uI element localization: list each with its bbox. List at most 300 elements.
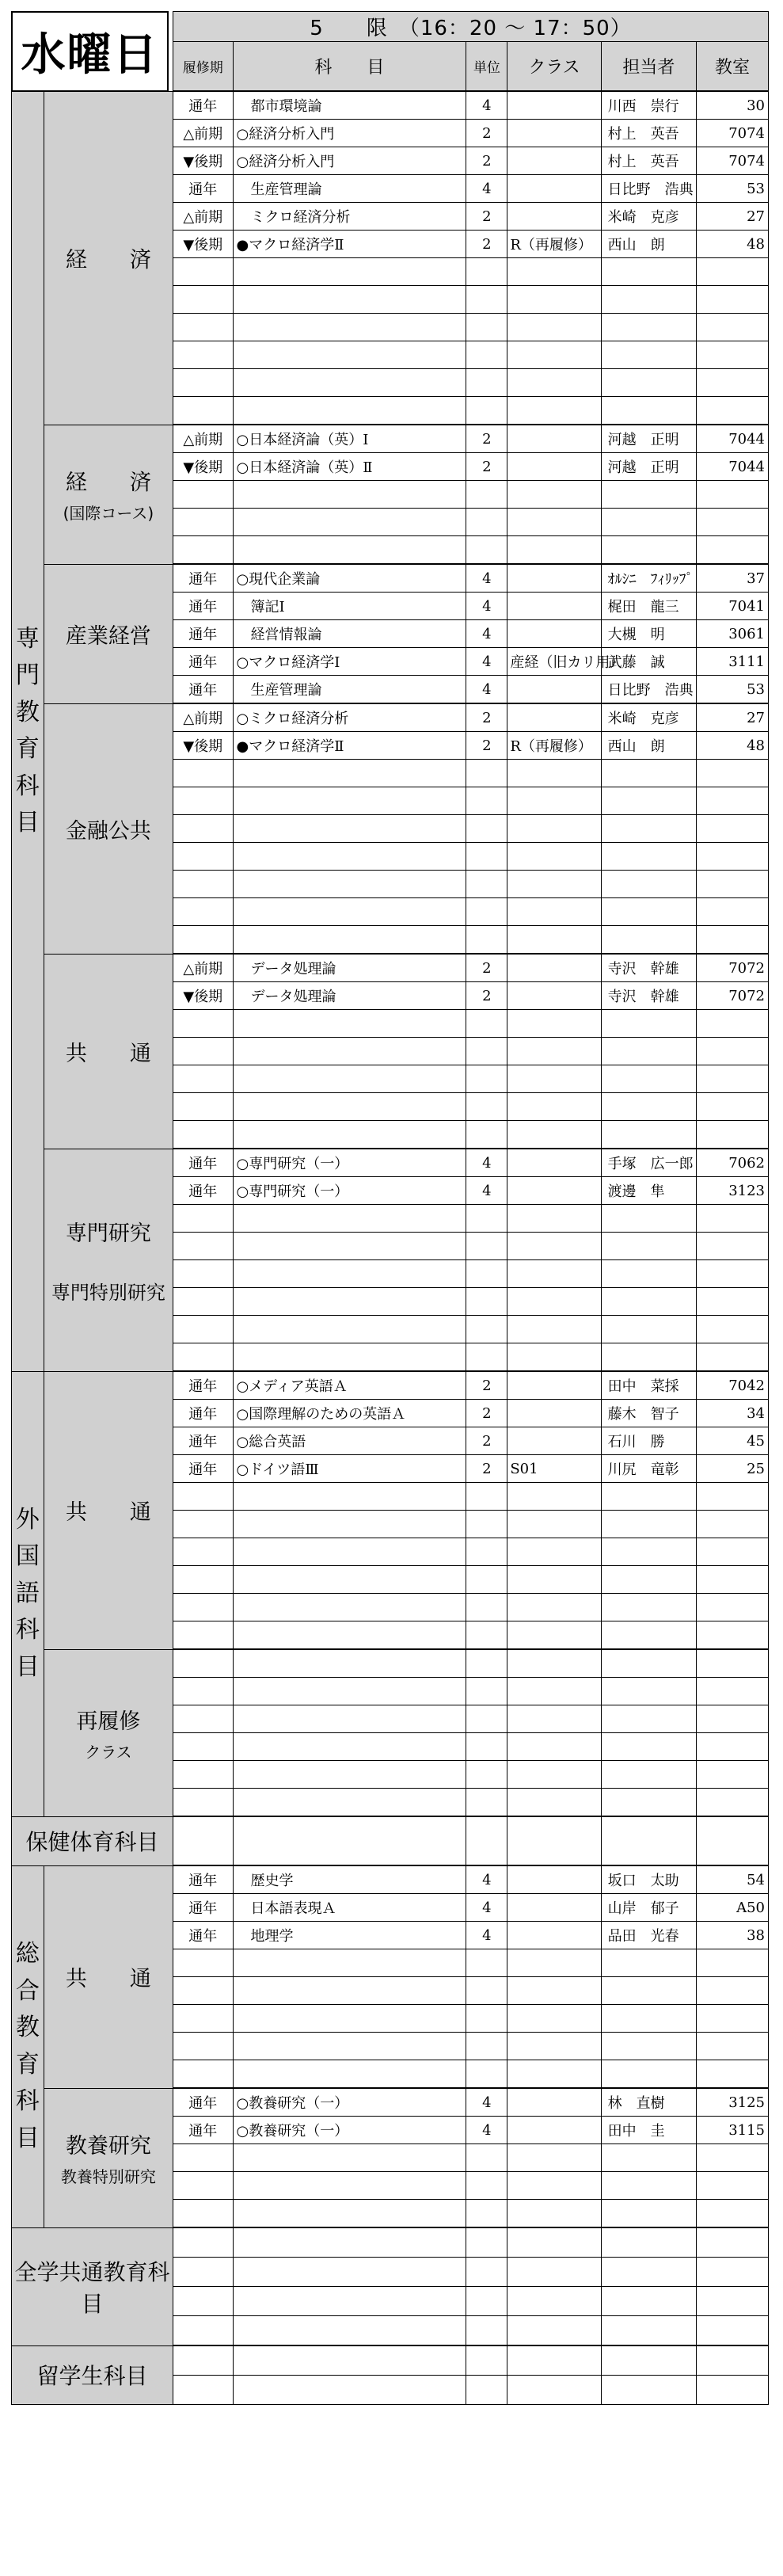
teacher-cell bbox=[601, 1316, 696, 1343]
subject-cell bbox=[233, 2227, 466, 2258]
class-cell bbox=[507, 1594, 601, 1621]
room-cell bbox=[697, 1038, 769, 1065]
table-row bbox=[12, 1816, 769, 1865]
room-cell: 54 bbox=[697, 1865, 769, 1894]
section-title: 再履修 bbox=[76, 1709, 141, 1734]
teacher-cell bbox=[601, 787, 696, 815]
group-label: 専門教育科目 bbox=[15, 624, 40, 836]
subject-cell: 簿記Ⅰ bbox=[233, 593, 466, 620]
teacher-cell: 日比野 浩典 bbox=[601, 175, 696, 203]
table-row bbox=[12, 954, 769, 982]
room-cell bbox=[697, 1789, 769, 1817]
teacher-cell bbox=[601, 898, 696, 926]
table-row bbox=[12, 2345, 769, 2376]
room-cell: 30 bbox=[697, 91, 769, 120]
credit-cell bbox=[466, 1789, 507, 1817]
teacher-cell bbox=[601, 1789, 696, 1817]
subject-cell bbox=[233, 1093, 466, 1121]
teacher-cell bbox=[601, 1233, 696, 1260]
term-cell: 通年 bbox=[173, 1427, 233, 1455]
term-cell bbox=[173, 397, 233, 425]
class-cell bbox=[507, 1260, 601, 1288]
class-cell bbox=[507, 843, 601, 871]
room-cell: 7042 bbox=[697, 1371, 769, 1400]
teacher-cell bbox=[601, 1949, 696, 1977]
subject-cell: 経営情報論 bbox=[233, 620, 466, 648]
subject-cell: ○現代企業論 bbox=[233, 564, 466, 593]
credit-cell bbox=[466, 369, 507, 397]
teacher-cell: 林 直樹 bbox=[601, 2088, 696, 2117]
room-cell: 3115 bbox=[697, 2117, 769, 2144]
teacher-cell bbox=[601, 1761, 696, 1789]
class-cell bbox=[507, 120, 601, 147]
subject-cell: ○専門研究（一） bbox=[233, 1177, 466, 1205]
teacher-cell: 河越 正明 bbox=[601, 453, 696, 481]
subject-cell: 都市環境論 bbox=[233, 91, 466, 120]
term-cell: 通年 bbox=[173, 1894, 233, 1922]
credit-cell bbox=[466, 2005, 507, 2033]
room-cell bbox=[697, 898, 769, 926]
teacher-cell: 村上 英吾 bbox=[601, 120, 696, 147]
subject-cell: ○経済分析入門 bbox=[233, 120, 466, 147]
room-cell: 53 bbox=[697, 676, 769, 704]
teacher-cell bbox=[601, 1566, 696, 1594]
subject-cell bbox=[233, 2033, 466, 2060]
room-cell bbox=[697, 871, 769, 898]
room-cell bbox=[697, 1977, 769, 2005]
class-cell bbox=[507, 536, 601, 565]
credit-cell bbox=[466, 1538, 507, 1566]
term-cell bbox=[173, 843, 233, 871]
section-zengaku: 全学共通教育科目 bbox=[12, 2227, 173, 2345]
class-cell bbox=[507, 871, 601, 898]
term-cell bbox=[173, 481, 233, 509]
credit-cell: 2 bbox=[466, 203, 507, 231]
room-cell bbox=[697, 2258, 769, 2287]
term-cell bbox=[173, 926, 233, 955]
term-cell bbox=[173, 258, 233, 286]
term-cell: ▼後期 bbox=[173, 732, 233, 760]
term-cell: ▼後期 bbox=[173, 453, 233, 481]
credit-cell bbox=[466, 258, 507, 286]
teacher-cell bbox=[601, 1483, 696, 1511]
credit-cell bbox=[466, 1977, 507, 2005]
col-room: 教室 bbox=[697, 42, 769, 92]
term-cell bbox=[173, 2144, 233, 2172]
teacher-cell: 川尻 竜彰 bbox=[601, 1455, 696, 1483]
room-cell: 7044 bbox=[697, 425, 769, 453]
room-cell: 7072 bbox=[697, 954, 769, 982]
credit-cell bbox=[466, 1566, 507, 1594]
credit-cell bbox=[466, 2258, 507, 2287]
room-cell: 7074 bbox=[697, 147, 769, 175]
credit-cell bbox=[466, 1038, 507, 1065]
class-cell bbox=[507, 1538, 601, 1566]
class-cell bbox=[507, 1233, 601, 1260]
subject-cell: ○経済分析入門 bbox=[233, 147, 466, 175]
subject-cell bbox=[233, 1010, 466, 1038]
subject-cell: ミクロ経済分析 bbox=[233, 203, 466, 231]
room-cell: 53 bbox=[697, 175, 769, 203]
term-cell: ▼後期 bbox=[173, 147, 233, 175]
room-cell: 7044 bbox=[697, 453, 769, 481]
teacher-cell bbox=[601, 1010, 696, 1038]
credit-cell bbox=[466, 2033, 507, 2060]
credit-cell bbox=[466, 536, 507, 565]
credit-cell bbox=[466, 1205, 507, 1233]
teacher-cell bbox=[601, 1093, 696, 1121]
class-cell bbox=[507, 1865, 601, 1894]
class-cell bbox=[507, 1427, 601, 1455]
class-cell: R（再履修） bbox=[507, 732, 601, 760]
credit-cell: 4 bbox=[466, 593, 507, 620]
term-cell: △前期 bbox=[173, 120, 233, 147]
class-cell bbox=[507, 1816, 601, 1865]
class-cell bbox=[507, 815, 601, 843]
class-cell bbox=[507, 593, 601, 620]
room-cell bbox=[697, 1621, 769, 1650]
subject-cell bbox=[233, 1316, 466, 1343]
class-cell bbox=[507, 926, 601, 955]
teacher-cell bbox=[601, 2200, 696, 2228]
teacher-cell: 坂口 太助 bbox=[601, 1865, 696, 1894]
section-name bbox=[44, 1865, 173, 2088]
subject-cell bbox=[233, 258, 466, 286]
subject-cell: ○専門研究（一） bbox=[233, 1149, 466, 1177]
subject-cell bbox=[233, 481, 466, 509]
col-term: 履修期 bbox=[173, 42, 233, 92]
term-cell: 通年 bbox=[173, 175, 233, 203]
section-title: 共 通 bbox=[65, 1500, 151, 1525]
credit-cell: 4 bbox=[466, 648, 507, 676]
subject-cell: ○マクロ経済学Ⅰ bbox=[233, 648, 466, 676]
class-cell bbox=[507, 2033, 601, 2060]
term-cell bbox=[173, 1649, 233, 1678]
teacher-cell: 田中 圭 bbox=[601, 2117, 696, 2144]
class-cell bbox=[507, 481, 601, 509]
credit-cell: 4 bbox=[466, 1922, 507, 1949]
subject-cell bbox=[233, 1949, 466, 1977]
teacher-cell: 川西 崇行 bbox=[601, 91, 696, 120]
room-cell bbox=[697, 2060, 769, 2089]
teacher-cell: 西山 朗 bbox=[601, 231, 696, 258]
class-cell bbox=[507, 1177, 601, 1205]
teacher-cell bbox=[601, 286, 696, 314]
credit-cell bbox=[466, 2172, 507, 2200]
term-cell bbox=[173, 509, 233, 536]
room-cell bbox=[697, 1538, 769, 1566]
credit-cell: 2 bbox=[466, 1400, 507, 1427]
term-cell bbox=[173, 1733, 233, 1761]
term-cell bbox=[173, 536, 233, 565]
teacher-cell: 米崎 克彦 bbox=[601, 703, 696, 732]
subject-cell bbox=[233, 1538, 466, 1566]
teacher-cell: 渡邊 隼 bbox=[601, 1177, 696, 1205]
credit-cell bbox=[466, 1260, 507, 1288]
term-cell bbox=[173, 898, 233, 926]
subject-cell bbox=[233, 1260, 466, 1288]
teacher-cell: 河越 正明 bbox=[601, 425, 696, 453]
section-name bbox=[44, 1649, 173, 1816]
credit-cell bbox=[466, 397, 507, 425]
subject-cell: ○ミクロ経済分析 bbox=[233, 703, 466, 732]
teacher-cell: 大槻 明 bbox=[601, 620, 696, 648]
term-cell: 通年 bbox=[173, 2088, 233, 2117]
room-cell bbox=[697, 509, 769, 536]
credit-cell bbox=[466, 1093, 507, 1121]
class-cell bbox=[507, 564, 601, 593]
section-title: 金融公共 bbox=[65, 818, 151, 844]
room-cell: 7062 bbox=[697, 1149, 769, 1177]
subject-cell bbox=[233, 1649, 466, 1678]
term-cell bbox=[173, 1816, 233, 1865]
term-cell bbox=[173, 2258, 233, 2287]
subject-cell: 地理学 bbox=[233, 1922, 466, 1949]
subject-cell: 日本語表現Ａ bbox=[233, 1894, 466, 1922]
credit-cell bbox=[466, 2060, 507, 2089]
subject-cell bbox=[233, 926, 466, 955]
credit-cell bbox=[466, 1316, 507, 1343]
subject-cell bbox=[233, 536, 466, 565]
subject-cell bbox=[233, 898, 466, 926]
class-cell bbox=[507, 147, 601, 175]
teacher-cell bbox=[601, 2005, 696, 2033]
room-cell: 48 bbox=[697, 231, 769, 258]
subject-cell: ○教養研究（一） bbox=[233, 2117, 466, 2144]
room-cell bbox=[697, 1678, 769, 1705]
term-cell: ▼後期 bbox=[173, 231, 233, 258]
room-cell: 3061 bbox=[697, 620, 769, 648]
teacher-cell: 山岸 郁子 bbox=[601, 1894, 696, 1922]
class-cell bbox=[507, 341, 601, 369]
teacher-cell bbox=[601, 1260, 696, 1288]
subject-cell bbox=[233, 1233, 466, 1260]
subject-cell bbox=[233, 871, 466, 898]
credit-cell bbox=[466, 926, 507, 955]
credit-cell bbox=[466, 843, 507, 871]
room-cell bbox=[697, 286, 769, 314]
term-cell: 通年 bbox=[173, 1177, 233, 1205]
room-cell bbox=[697, 341, 769, 369]
subject-cell: ●マクロ経済学Ⅱ bbox=[233, 732, 466, 760]
section-name bbox=[44, 91, 173, 425]
term-cell bbox=[173, 286, 233, 314]
teacher-cell: 石川 勝 bbox=[601, 1427, 696, 1455]
credit-cell: 2 bbox=[466, 425, 507, 453]
subject-cell bbox=[233, 2005, 466, 2033]
class-cell bbox=[507, 453, 601, 481]
class-cell bbox=[507, 175, 601, 203]
class-cell bbox=[507, 620, 601, 648]
table-row bbox=[12, 425, 769, 453]
room-cell bbox=[697, 1205, 769, 1233]
class-cell bbox=[507, 1789, 601, 1817]
credit-cell: 4 bbox=[466, 2088, 507, 2117]
teacher-cell bbox=[601, 369, 696, 397]
credit-cell bbox=[466, 2316, 507, 2346]
section-name bbox=[44, 954, 173, 1149]
credit-cell bbox=[466, 1065, 507, 1093]
subject-cell: ○日本経済論（英）Ⅱ bbox=[233, 453, 466, 481]
teacher-cell bbox=[601, 871, 696, 898]
class-cell bbox=[507, 1038, 601, 1065]
table-row bbox=[12, 1371, 769, 1400]
subject-cell bbox=[233, 787, 466, 815]
table-row bbox=[12, 1865, 769, 1894]
teacher-cell: 手塚 広一郎 bbox=[601, 1149, 696, 1177]
subject-cell bbox=[233, 815, 466, 843]
credit-cell bbox=[466, 1483, 507, 1511]
class-cell bbox=[507, 1761, 601, 1789]
class-cell bbox=[507, 1511, 601, 1538]
class-cell bbox=[507, 1566, 601, 1594]
term-cell bbox=[173, 1260, 233, 1288]
subject-cell bbox=[233, 341, 466, 369]
term-cell bbox=[173, 1789, 233, 1817]
teacher-cell bbox=[601, 536, 696, 565]
class-cell bbox=[507, 314, 601, 341]
term-cell: 通年 bbox=[173, 620, 233, 648]
class-cell bbox=[507, 1949, 601, 1977]
class-cell bbox=[507, 2258, 601, 2287]
class-cell bbox=[507, 1733, 601, 1761]
section-subtitle: クラス bbox=[85, 1742, 132, 1762]
term-cell: 通年 bbox=[173, 648, 233, 676]
credit-cell: 2 bbox=[466, 1427, 507, 1455]
term-cell bbox=[173, 1761, 233, 1789]
term-cell bbox=[173, 1977, 233, 2005]
class-cell bbox=[507, 703, 601, 732]
subject-cell bbox=[233, 1288, 466, 1316]
credit-cell: 2 bbox=[466, 231, 507, 258]
class-cell bbox=[507, 286, 601, 314]
room-cell bbox=[697, 843, 769, 871]
group-label: 総合教育科目 bbox=[15, 1940, 40, 2152]
subject-cell: ○総合英語 bbox=[233, 1427, 466, 1455]
credit-cell bbox=[466, 760, 507, 787]
section-hoken: 保健体育科目 bbox=[12, 1816, 173, 1865]
class-cell bbox=[507, 2287, 601, 2316]
term-cell bbox=[173, 1233, 233, 1260]
subject-cell: 歴史学 bbox=[233, 1865, 466, 1894]
subject-cell bbox=[233, 1789, 466, 1817]
term-cell: △前期 bbox=[173, 954, 233, 982]
teacher-cell bbox=[601, 1038, 696, 1065]
subject-cell bbox=[233, 1483, 466, 1511]
subject-cell bbox=[233, 1121, 466, 1149]
table-row bbox=[12, 2227, 769, 2258]
term-cell bbox=[173, 2005, 233, 2033]
credit-cell bbox=[466, 1594, 507, 1621]
subject-cell bbox=[233, 1678, 466, 1705]
room-cell: 7074 bbox=[697, 120, 769, 147]
room-cell: 3111 bbox=[697, 648, 769, 676]
class-cell bbox=[507, 2088, 601, 2117]
teacher-cell: 田中 菜採 bbox=[601, 1371, 696, 1400]
section-subtitle: 教養特別研究 bbox=[60, 2167, 156, 2186]
credit-cell: 2 bbox=[466, 120, 507, 147]
class-cell bbox=[507, 2144, 601, 2172]
room-cell bbox=[697, 258, 769, 286]
term-cell bbox=[173, 1566, 233, 1594]
section-ryugaku: 留学生科目 bbox=[12, 2345, 173, 2405]
term-cell bbox=[173, 2200, 233, 2228]
term-cell bbox=[173, 760, 233, 787]
class-cell bbox=[507, 1922, 601, 1949]
class-cell bbox=[507, 676, 601, 704]
class-cell bbox=[507, 1977, 601, 2005]
subject-cell bbox=[233, 369, 466, 397]
subject-cell bbox=[233, 2060, 466, 2089]
subject-cell bbox=[233, 843, 466, 871]
class-cell bbox=[507, 2376, 601, 2405]
section-title: 産業経営 bbox=[65, 623, 151, 649]
class-cell bbox=[507, 898, 601, 926]
term-cell: 通年 bbox=[173, 676, 233, 704]
subject-cell: データ処理論 bbox=[233, 954, 466, 982]
term-cell bbox=[173, 2033, 233, 2060]
credit-cell bbox=[466, 1733, 507, 1761]
teacher-cell: 武藤 誠 bbox=[601, 648, 696, 676]
teacher-cell bbox=[601, 1538, 696, 1566]
subject-cell: ○国際理解のための英語Ａ bbox=[233, 1400, 466, 1427]
subject-cell bbox=[233, 1816, 466, 1865]
teacher-cell: 梶田 龍三 bbox=[601, 593, 696, 620]
class-cell bbox=[507, 2172, 601, 2200]
subject-cell: ○教養研究（一） bbox=[233, 2088, 466, 2117]
teacher-cell bbox=[601, 1343, 696, 1372]
room-cell: 38 bbox=[697, 1922, 769, 1949]
class-cell bbox=[507, 954, 601, 982]
term-cell: 通年 bbox=[173, 564, 233, 593]
room-cell bbox=[697, 760, 769, 787]
col-credit: 単位 bbox=[466, 42, 507, 92]
room-cell bbox=[697, 2345, 769, 2376]
credit-cell: 2 bbox=[466, 954, 507, 982]
subject-cell bbox=[233, 1343, 466, 1372]
credit-cell: 4 bbox=[466, 175, 507, 203]
credit-cell: 2 bbox=[466, 982, 507, 1010]
term-cell bbox=[173, 1010, 233, 1038]
credit-cell: 2 bbox=[466, 453, 507, 481]
room-cell bbox=[697, 2172, 769, 2200]
term-cell bbox=[173, 1093, 233, 1121]
credit-cell: 4 bbox=[466, 91, 507, 120]
credit-cell bbox=[466, 1949, 507, 1977]
subject-cell bbox=[233, 2345, 466, 2376]
teacher-cell bbox=[601, 2144, 696, 2172]
term-cell bbox=[173, 1678, 233, 1705]
teacher-cell: 寺沢 幹雄 bbox=[601, 954, 696, 982]
teacher-cell bbox=[601, 843, 696, 871]
room-cell bbox=[697, 926, 769, 955]
teacher-cell bbox=[601, 509, 696, 536]
table-row bbox=[12, 91, 769, 120]
subject-cell bbox=[233, 397, 466, 425]
room-cell bbox=[697, 314, 769, 341]
credit-cell: 4 bbox=[466, 1149, 507, 1177]
table-row bbox=[12, 1649, 769, 1678]
period-header: 5 限 （16：20 ～ 17：50） bbox=[173, 12, 769, 42]
credit-cell bbox=[466, 2227, 507, 2258]
term-cell bbox=[173, 341, 233, 369]
room-cell bbox=[697, 2227, 769, 2258]
section-title: 経 済 bbox=[65, 248, 151, 272]
subject-cell bbox=[233, 314, 466, 341]
room-cell bbox=[697, 1594, 769, 1621]
term-cell: 通年 bbox=[173, 1922, 233, 1949]
term-cell bbox=[173, 1621, 233, 1650]
